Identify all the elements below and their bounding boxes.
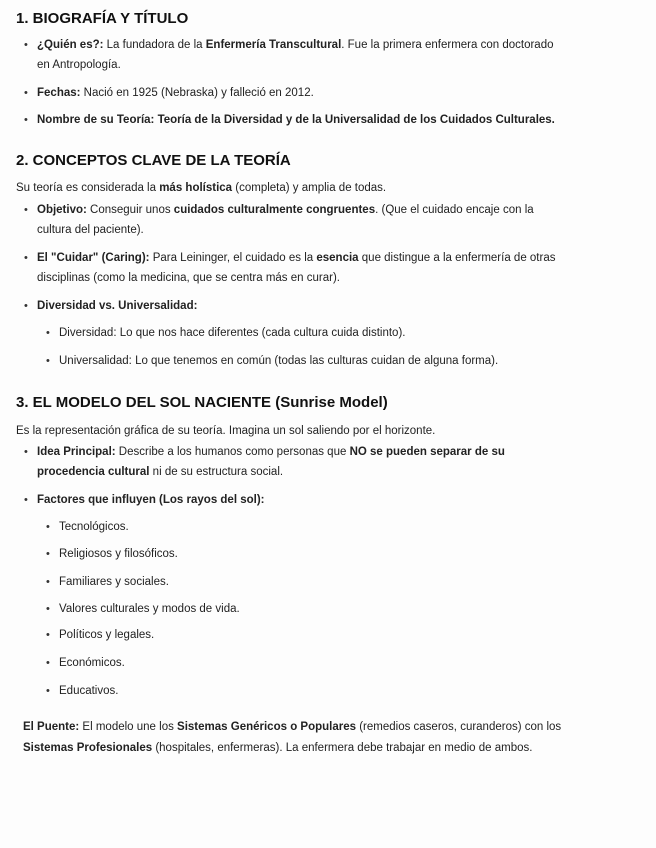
bullet-icon: • <box>24 87 28 99</box>
list-item-objetivo: • Objetivo: Conseguir unos cuidados culturalmente congruentes. (Que el cuidado encaje con la <box>37 200 534 221</box>
sub-item-universalidad: • Universalidad: Lo que tenemos en común (todas las culturas cuidan de alguna forma). <box>59 351 498 372</box>
bullet-icon: • <box>24 494 28 506</box>
bullet-icon: • <box>24 114 28 126</box>
bullet-icon: • <box>46 327 50 339</box>
factor-item: • Tecnológicos. <box>59 517 129 538</box>
bullet-icon: • <box>46 603 50 615</box>
bullet-icon: • <box>24 252 28 264</box>
list-item-idea-principal: • Idea Principal: Describe a los humanos como personas que NO se pueden separar de su <box>37 442 505 463</box>
section-1-heading: 1. BIOGRAFÍA Y TÍTULO <box>16 10 189 27</box>
list-item-fechas: • Fechas: Nació en 1925 (Nebraska) y falleció en 2012. <box>37 83 314 104</box>
factor-item: • Valores culturales y modos de vida. <box>59 599 240 620</box>
bullet-icon: • <box>46 521 50 533</box>
list-item-diversidad-universalidad: • Diversidad vs. Universalidad: <box>37 296 197 317</box>
list-item-cuidar-line2: disciplinas (como la medicina, que se centra más en curar). <box>37 272 340 284</box>
list-item-idea-principal-line2: procedencia cultural ni de su estructura social. <box>37 466 284 478</box>
list-item-nombre-teoria: • Nombre de su Teoría: Teoría de la Diversidad y de la Universalidad de los Cuidados Culturales. <box>37 110 555 131</box>
bullet-icon: • <box>24 39 28 51</box>
factor-item: • Económicos. <box>59 653 125 674</box>
section-2-heading: 2. CONCEPTOS CLAVE DE LA TEORÍA <box>16 152 291 169</box>
list-item-factores: • Factores que influyen (Los rayos del sol): <box>37 490 265 511</box>
factor-item: • Familiares y sociales. <box>59 572 169 593</box>
bullet-icon: • <box>46 576 50 588</box>
el-puente-line1: El Puente: El modelo une los Sistemas Genéricos o Populares (remedios caseros, curanderos) con los <box>23 721 562 733</box>
bullet-icon: • <box>24 446 28 458</box>
bullet-icon: • <box>46 685 50 697</box>
section-3-intro: Es la representación gráfica de su teoría. Imagina un sol saliendo por el horizonte. <box>16 425 436 437</box>
el-puente-line2: Sistemas Profesionales (hospitales, enfermeras). La enfermera debe trabajar en medio de ambos. <box>23 742 533 754</box>
bullet-icon: • <box>46 657 50 669</box>
section-3-heading: 3. EL MODELO DEL SOL NACIENTE (Sunrise Model) <box>16 394 388 411</box>
factor-item: • Religiosos y filosóficos. <box>59 544 178 565</box>
bullet-icon: • <box>46 629 50 641</box>
bullet-icon: • <box>46 548 50 560</box>
factor-item: • Políticos y legales. <box>59 625 154 646</box>
list-item-quien-es: • ¿Quién es?: La fundadora de la Enfermería Transcultural. Fue la primera enfermera con doctorado <box>37 35 553 56</box>
bullet-icon: • <box>46 355 50 367</box>
list-item-quien-es-line2: en Antropología. <box>37 59 121 71</box>
sub-item-diversidad: • Diversidad: Lo que nos hace diferentes (cada cultura cuida distinto). <box>59 323 405 344</box>
bullet-icon: • <box>24 204 28 216</box>
list-item-objetivo-line2: cultura del paciente). <box>37 224 144 236</box>
factor-item: • Educativos. <box>59 681 118 702</box>
bullet-icon: • <box>24 300 28 312</box>
list-item-cuidar: • El "Cuidar" (Caring): Para Leininger, el cuidado es la esencia que distingue a la enfermería de otras <box>37 248 555 269</box>
section-2-intro: Su teoría es considerada la más holística (completa) y amplia de todas. <box>16 182 387 194</box>
